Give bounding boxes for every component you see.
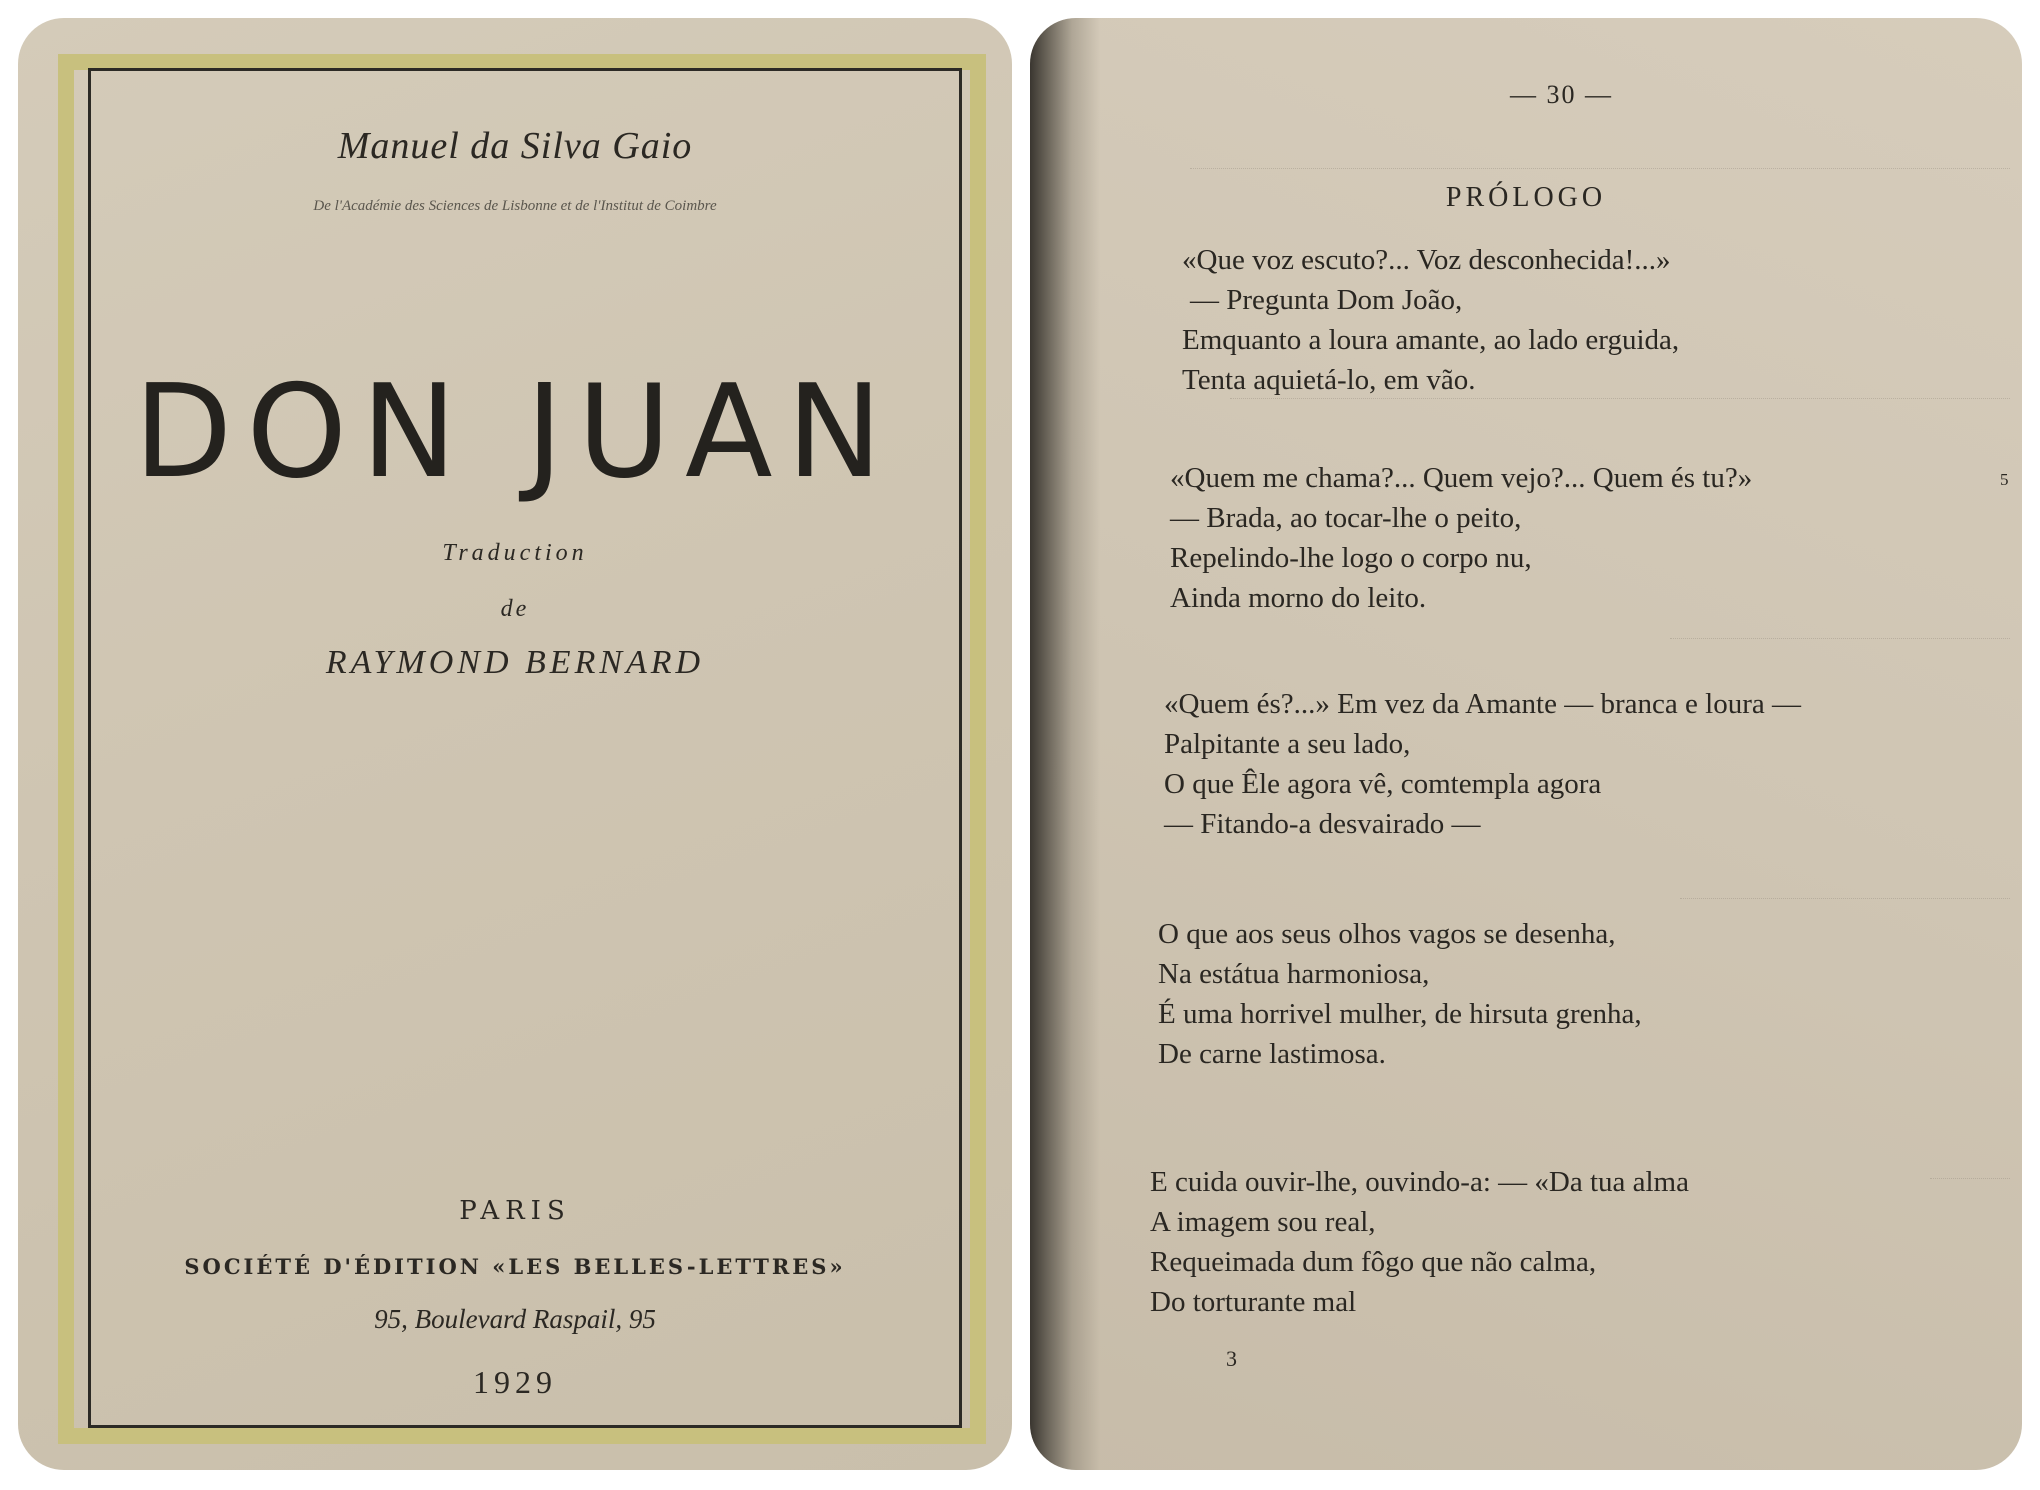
verse-line: Na estátua harmoniosa, (1158, 958, 1430, 990)
page-number: — 30 — (1510, 80, 1613, 109)
verse-line: É uma horrivel mulher, de hirsuta grenha, (1158, 998, 1642, 1030)
spine-shadow (1030, 18, 1100, 1470)
book-page-photo (1030, 18, 2022, 1470)
stanza (1158, 914, 1642, 1074)
verse-line: A imagem sou real, (1150, 1206, 1376, 1238)
cover-publisher: SOCIÉTÉ D'ÉDITION «LES BELLES-LETTRES» (184, 1254, 846, 1279)
stanza (1164, 684, 1801, 844)
verse-line: — Fitando-a desvairado — (1164, 808, 1481, 840)
verse-line: E cuida ouvir-lhe, ouvindo-a: — «Da tua alma (1150, 1166, 1689, 1198)
line-number: 5 (2000, 470, 2009, 489)
verse-line: De carne lastimosa. (1158, 1038, 1386, 1070)
stanza (1170, 458, 1752, 618)
bleed-through-texture (1930, 1178, 2010, 1269)
cover-translator: RAYMOND BERNARD (325, 644, 705, 681)
bleed-through-texture (1680, 898, 2010, 989)
verse-line: «Quem me chama?... Quem vejo?... Quem és tu?» (1170, 462, 1753, 494)
book-cover-photo (18, 18, 1012, 1470)
verse-line: Palpitante a seu lado, (1164, 728, 1411, 760)
verse-line: O que Êle agora vê, comtempla agora (1164, 768, 1602, 800)
cover-affiliation: De l'Académie des Sciences de Lisbonne et de l'Institut de Coimbre (313, 198, 717, 214)
verse-line: Ainda morno do leito. (1170, 582, 1427, 614)
verse-line: — Pregunta Dom João, (1190, 284, 1463, 316)
cover-city: PARIS (459, 1196, 571, 1226)
prologue-title: PRÓLOGO (1445, 182, 1607, 213)
verse-line: Emquanto a loura amante, ao lado erguida, (1182, 324, 1680, 356)
verse-line: Tenta aquietá-lo, em vão. (1182, 364, 1476, 396)
verse-line: «Que voz escuto?... Voz desconhecida!...» (1182, 244, 1671, 276)
signature-mark: 3 (1226, 1346, 1237, 1371)
verse-line: Do torturante mal (1150, 1286, 1357, 1318)
verse-line: «Quem és?...» Em vez da Amante — branca e loura — (1164, 688, 1801, 720)
cover-year: 1929 (473, 1364, 557, 1400)
stanza (1150, 1162, 1689, 1322)
stanza (1182, 240, 1679, 400)
verse-line: — Brada, ao tocar-lhe o peito, (1170, 502, 1522, 534)
cover-author: Manuel da Silva Gaio (337, 125, 693, 167)
cover-title: DON JUAN (133, 358, 897, 507)
cover-translation-label: Traduction (442, 540, 588, 566)
cover-translation-de: de (500, 596, 530, 622)
verse-line: O que aos seus olhos vagos se desenha, (1158, 918, 1616, 950)
bleed-through-texture (1230, 398, 2010, 439)
verse-line: Requeimada dum fôgo que não calma, (1150, 1246, 1597, 1278)
verse-line: Repelindo-lhe logo o corpo nu, (1170, 542, 1532, 574)
cover-address: 95, Boulevard Raspail, 95 (374, 1304, 656, 1334)
